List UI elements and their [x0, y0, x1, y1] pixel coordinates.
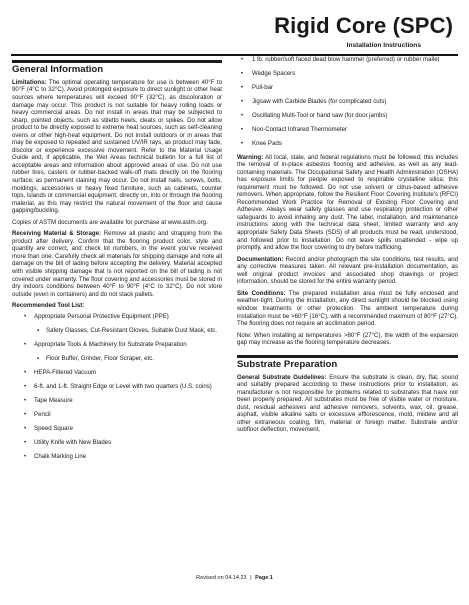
bullet-icon: •: [24, 340, 27, 348]
bullet-icon: •: [241, 111, 244, 119]
page-footer: [0, 575, 469, 581]
tool-list-item: [12, 383, 222, 391]
tool-item-text: Non-Contact Infrared Thermometer: [252, 125, 348, 133]
tool-item-text: Wedge Spacers: [252, 69, 296, 77]
documentation-text: Record and/or photograph the site conditions, test results, and any corrective measures taken. All relevant pre-installation documentation, as well original product invoices and associated shop drawings or project information, should be stored for the entire warranty period.: [237, 255, 458, 286]
tool-item-text: Floor Buffer, Grinder, Floor Scraper, etc.: [46, 354, 154, 362]
bullet-icon: •: [241, 69, 244, 77]
substrate-preparation-heading: Substrate Preparation: [237, 358, 338, 370]
bullet-icon: •: [24, 397, 27, 405]
tool-item-text: Pencil: [34, 411, 51, 419]
tool-item-text: HEPA-Filtered Vacuum: [34, 368, 97, 376]
tool-item-text: Utility Knife with New Blades: [34, 439, 112, 447]
tool-list-item: [237, 112, 458, 120]
bullet-icon: •: [24, 411, 27, 419]
revision-date: Revised on 04.14.23: [196, 575, 247, 581]
note-paragraph: Note: When installing at temperatures >80°F (27°C), the width of the expansion gap may increase as the flooring temperature decreases.: [237, 331, 458, 347]
bullet-icon: •: [24, 439, 27, 447]
tool-list-item: [237, 98, 458, 106]
warning-text: All local, state, and federal regulations must be followed; this includes the removal of in-place asbestos flooring and adhesive, as well as any lead-containing materials. The Occupational Safety and Health Administration (OSHA) has exposure limits for people exposed to respirable crystalline silica; this requirement must be followed. Do not use solvent or citrus-based adhesive removers. When appropriate, follow the Resilient Floor Covering Institute's (RFCI) Recommended Work Practice for Removal of Existing Floor Covering and Adhesive. Always wear safety glasses and use respiratory protection or other safeguards to avoid inhaling any dust. The label, installation, and maintenance instructions along with the technical data sheet, limited warranty and any appropriate Safety Data Sheets (SDS) of all products must be read, understood, and followed prior to installation. Do not leave spills unattended - wipe up promptly, and allow the floor covering to dry before trafficking.: [237, 153, 458, 252]
bullet-icon: •: [241, 56, 244, 63]
bullet-icon: ▪: [37, 354, 40, 362]
tool-list-item: [12, 341, 222, 349]
tool-list-item: [12, 369, 222, 377]
tool-list-item: [12, 425, 222, 433]
document-subtitle: Installation Instructions: [346, 42, 421, 49]
bullet-icon: •: [241, 83, 244, 91]
site-conditions-text: The prepared installation area must be fully enclosed and weather-tight. During the installation, any direct sunlight should be blocked using window treatments or other protection. The ambient temperature during installation must be >60°F (16°C), with a recommended maximum of 80°F (27°C). The flooring does not require an acclimation period.: [237, 289, 458, 328]
footer-separator: |: [250, 575, 252, 581]
limitations-text: The optimal operating temperature for use is between 40°F to 90°F (4°C to 32°C). Avoid prolonged exposure to direct sunlight or other heat sources where temperatures will exceed 90°F (32°C), as discoloration or damage may occur. This product is not suitable for heavy rolling loads or heavy commercial areas. Do not install in areas that may be subjected to sharp, pointed objects, such as stiletto heels, cleats or spikes. Do not allow product to be directly exposed to extreme heat sources, such as self-cleaning ovens or other high-heat equipment. Do not install outdoors or in areas that may be exposed to repeated and sustained UV/IR rays, as product may fade, discolor or experience excessive movement. Refer to the Material Usage Guide and, if applicable, the Wet Areas technical bulletin for a full list of acceptable areas and information about approved areas of use. Do not use rubber tires, casters or rubber-backed walk-off mats directly on the flooring surface, as permanent staining may occur. Do not install nails, screws, bolts, moldings, accessories or heavy fixed furniture, such as cabinets, counter tops, islands or commercial equipment, directly on, into or through the flooring material, as this may restrict the natural movement of the floor and cause gapping/buckling.: [12, 78, 222, 215]
document-title: Rigid Core (SPC): [274, 13, 453, 38]
receiving-text: Remove all plastic and strapping from the product after delivery. Confirm that the flooring product color, style and quantity are correct, and check lot numbers, in the event you've received more than one. Carefully check all materials for shipping damage and note all damage on the bill of lading before accepting the delivery. Material accepted with visible shipping damage that is not reported on the bill of lading is not covered under warranty. The floor covering and accessories must be stored in dry indoors conditions between 40°F to 90°F (4°C to 32°C). Do not store outside (even in containers) and do not stack pallets.: [12, 230, 222, 298]
bullet-icon: •: [241, 97, 244, 105]
tool-list-item: [237, 56, 458, 64]
substrate-label: General Substrate Guidelines:: [237, 373, 327, 381]
left-column: [12, 60, 222, 467]
tool-list: [12, 313, 222, 461]
tool-item-text: Pull-bar: [252, 83, 273, 91]
bullet-icon: •: [24, 368, 27, 376]
page-number: Page 1: [255, 575, 273, 581]
tool-item-text: Appropriate Tools & Machinery for Substrate Preparation: [34, 340, 187, 348]
bullet-icon: •: [24, 312, 27, 320]
tool-list-continued: [237, 56, 458, 147]
tool-item-text: 1 lb. rubber/soft faced dead blow hammer (preferred) or rubber mallet: [252, 56, 440, 63]
astm-paragraph: Copies of ASTM documents are available for purchase at www.astm.org.: [12, 218, 208, 226]
bullet-icon: •: [24, 425, 27, 433]
bullet-icon: •: [241, 139, 244, 147]
tool-item-text: Safety Glasses, Cut-Resistant Gloves, Suitable Dust Mask, etc.: [46, 326, 218, 334]
substrate-text: Ensure the substrate is clean, dry, flat, sound and suitably prepared according to these instructions prior to installation, as manufacturer is not responsible for problems related to substrates that have not been properly prepared. All substrates must be free of visible water or moisture, dust, residual adhesives and adhesive removers, solvents, wax, oil, grease, asphalt, visible alkaline salts or excessive efflorescence, mold, mildew and all other extraneous coating, film, material or foreign matter. Substrate and/or subfloor deflection, movement,: [237, 373, 458, 434]
receiving-label: Receiving Material & Storage:: [12, 230, 102, 238]
tool-list-item: [12, 453, 222, 461]
site-conditions-paragraph: [237, 290, 458, 328]
tool-list-item: [12, 313, 222, 321]
tool-list-subitem: [12, 327, 222, 335]
site-conditions-label: Site Conditions:: [237, 289, 286, 297]
tool-item-text: 6-ft. and 1-ft. Straight Edge or Level with two quarters (U.S. coins): [34, 382, 212, 390]
tool-list-item: [237, 84, 458, 92]
tool-list-item: [237, 140, 458, 148]
tool-item-text: Speed Square: [34, 425, 73, 433]
tool-item-text: Knee Pads: [252, 139, 282, 147]
bullet-icon: •: [24, 382, 27, 390]
tool-list-heading: Recommended Tool List:: [12, 302, 85, 310]
section-divider: [12, 60, 222, 63]
tool-item-text: Tape Measure: [34, 397, 73, 405]
warning-paragraph: [237, 154, 458, 252]
substrate-paragraph: [237, 374, 458, 434]
bullet-icon: •: [24, 453, 27, 461]
documentation-paragraph: [237, 256, 458, 286]
tool-item-text: Jigsaw with Carbide Blades (for complicated cuts): [252, 97, 387, 105]
tool-item-text: Appropriate Personal Protective Equipment (PPE): [34, 312, 169, 320]
general-information-heading: General Information: [12, 64, 104, 75]
document-header: [0, 0, 469, 62]
tool-list-subitem: [12, 355, 222, 363]
tool-list-item: [237, 70, 458, 78]
tool-list-item: [12, 397, 222, 405]
tool-item-text: Oscillating Multi-Tool or hand saw (for door jambs): [252, 111, 388, 119]
tool-list-item: [12, 439, 222, 447]
warning-label: Warning:: [237, 153, 264, 161]
bullet-icon: •: [241, 125, 244, 133]
tool-item-text: Chalk Marking Line: [34, 453, 87, 461]
right-column: [237, 56, 458, 438]
receiving-paragraph: [12, 230, 222, 298]
limitations-label: Limitations:: [12, 78, 47, 86]
tool-list-item: [237, 126, 458, 134]
tool-list-item: [12, 411, 222, 419]
documentation-label: Documentation:: [237, 255, 284, 263]
bullet-icon: ▪: [37, 326, 40, 334]
limitations-paragraph: [12, 79, 222, 215]
section-divider: [237, 355, 458, 358]
